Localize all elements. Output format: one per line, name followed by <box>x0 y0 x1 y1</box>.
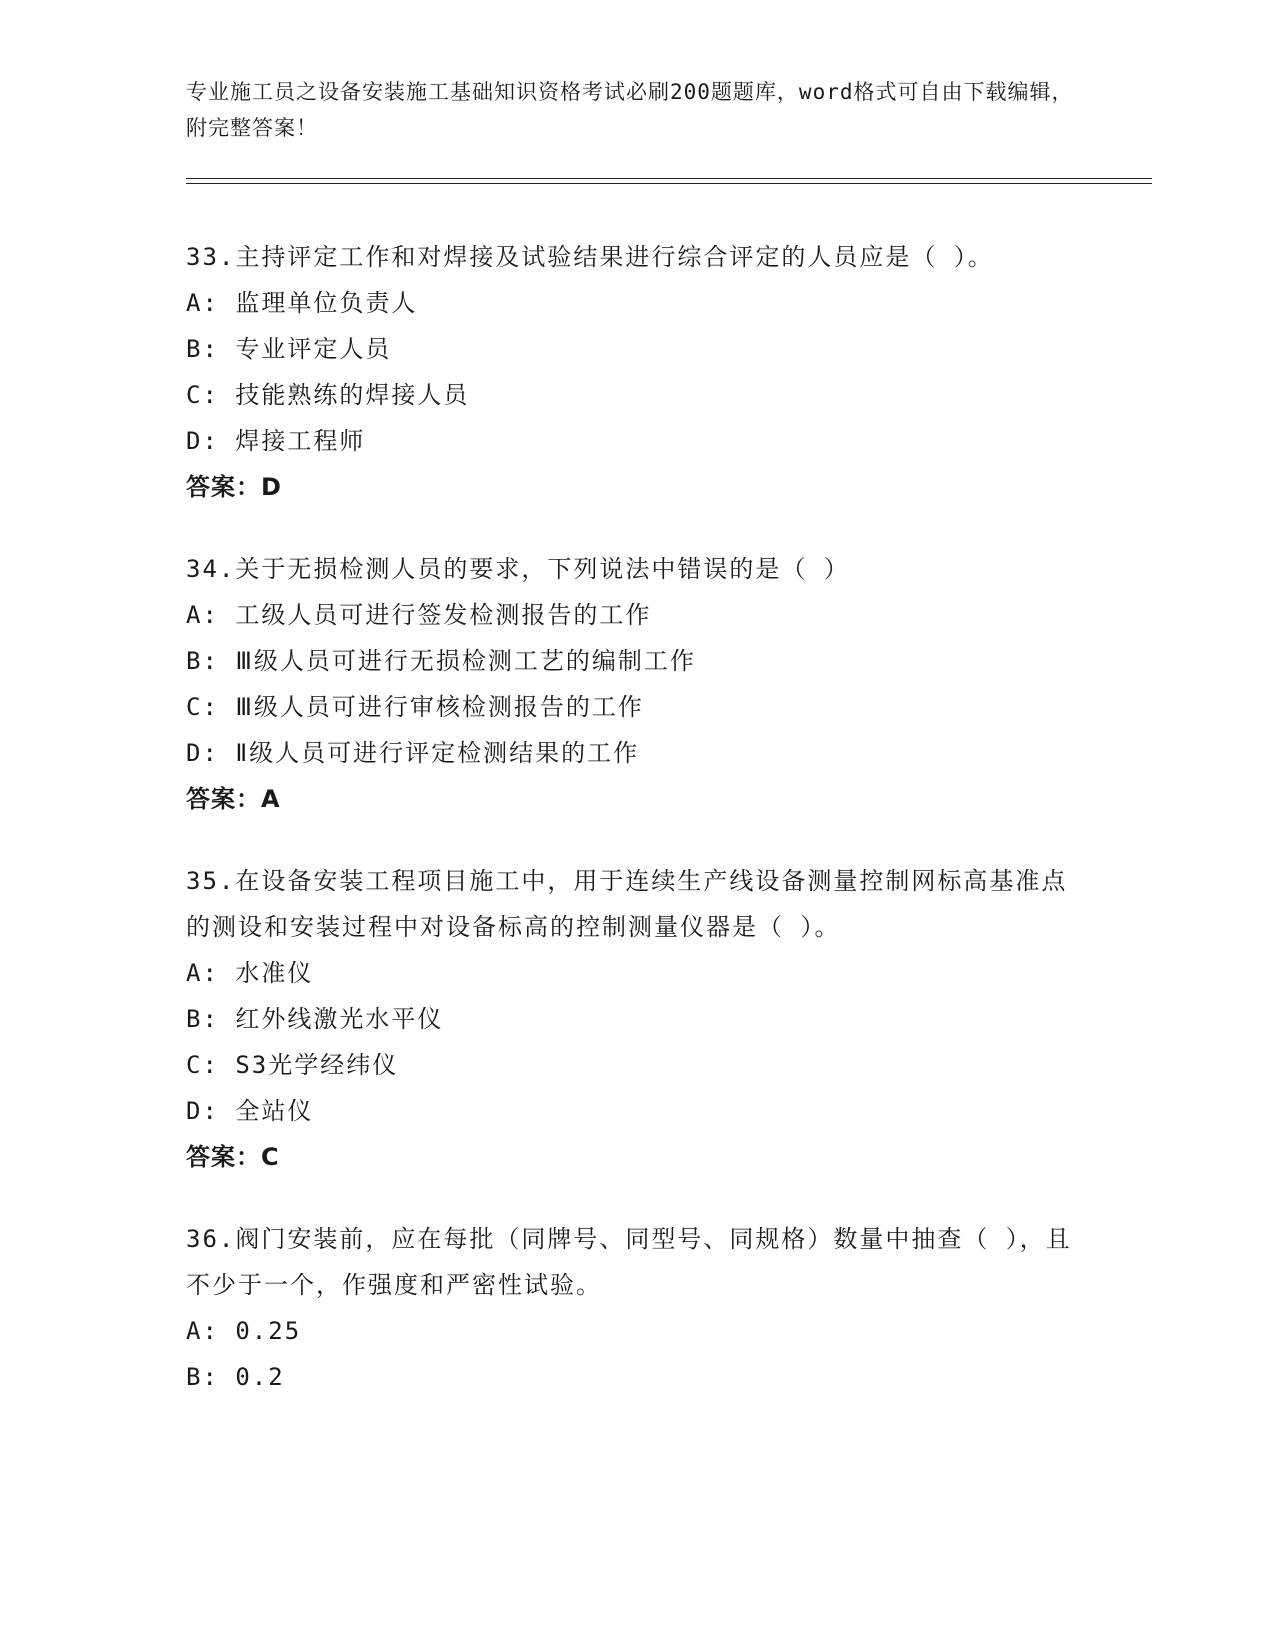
question-35 <box>186 858 1086 1180</box>
question-stem: 35.在设备安装工程项目施工中，用于连续生产线设备测量控制网标高基准点的测设和安装过程中对设备标高的控制测量仪器是（ ）。 <box>186 867 1068 941</box>
option-a: A: 工级人员可进行签发检测报告的工作 <box>186 601 652 629</box>
option-c: C: S3光学经纬仪 <box>186 1051 399 1079</box>
question-stem: 33.主持评定工作和对焊接及试验结果进行综合评定的人员应是（ ）。 <box>186 243 994 271</box>
question-33 <box>186 234 1086 510</box>
option-b: B: 红外线激光水平仪 <box>186 1005 444 1033</box>
option-d: D: 全站仪 <box>186 1097 314 1125</box>
option-a: A: 监理单位负责人 <box>186 289 418 317</box>
option-b: B: 专业评定人员 <box>186 335 392 363</box>
question-34 <box>186 546 1086 822</box>
header-rule-top <box>186 178 1152 179</box>
option-d: D: Ⅱ级人员可进行评定检测结果的工作 <box>186 739 640 767</box>
option-b: B: Ⅲ级人员可进行无损检测工艺的编制工作 <box>186 647 696 675</box>
document-header: 专业施工员之设备安装施工基础知识资格考试必刷200题题库，word格式可自由下载编辑，附完整答案！ <box>186 80 1074 140</box>
header-rule-bottom <box>186 183 1152 184</box>
answer-line: 答案：D <box>186 473 282 501</box>
option-c: C: 技能熟练的焊接人员 <box>186 381 470 409</box>
option-c: C: Ⅲ级人员可进行审核检测报告的工作 <box>186 693 644 721</box>
question-36 <box>186 1216 1086 1400</box>
option-d: D: 焊接工程师 <box>186 427 366 455</box>
option-b: B: 0.2 <box>186 1363 285 1391</box>
question-stem: 36.阀门安装前，应在每批（同牌号、同型号、同规格）数量中抽查（ ），且不少于一个，作强度和严密性试验。 <box>186 1225 1072 1299</box>
answer-line: 答案：A <box>186 785 281 813</box>
answer-line: 答案：C <box>186 1143 280 1171</box>
question-list <box>186 234 1086 1436</box>
option-a: A: 水准仪 <box>186 959 314 987</box>
question-stem: 34.关于无损检测人员的要求，下列说法中错误的是（ ） <box>186 555 850 583</box>
option-a: A: 0.25 <box>186 1317 302 1345</box>
